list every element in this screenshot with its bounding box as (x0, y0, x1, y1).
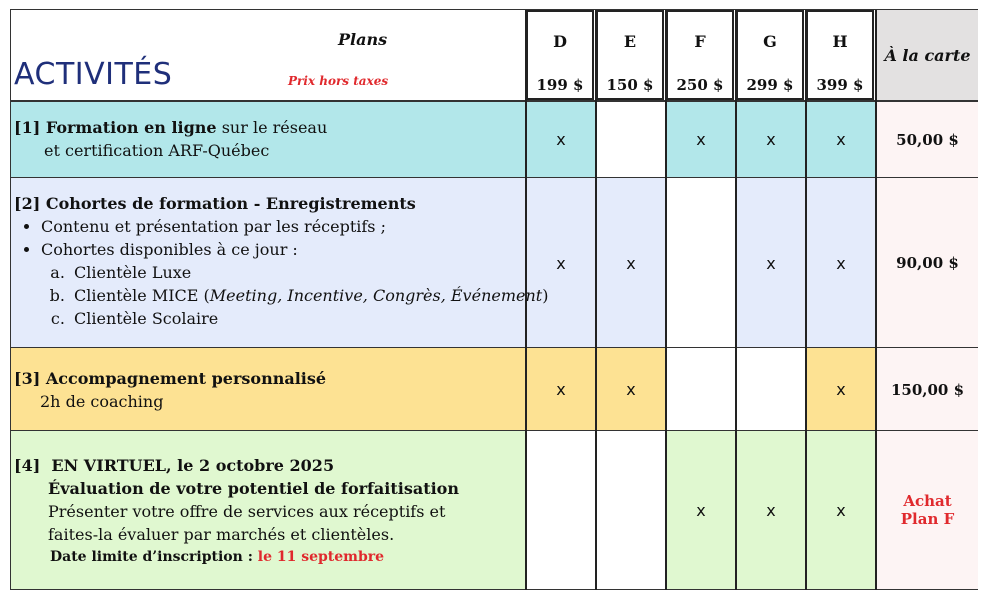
mark-r1-d: x (526, 101, 596, 178)
mark-r3-e: x (596, 348, 666, 431)
column-divider (875, 10, 877, 590)
mark-r3-d: x (526, 348, 596, 431)
activity-2 (14, 192, 548, 330)
plan-letter: F (694, 32, 706, 51)
activity-4 (14, 454, 459, 569)
activity-2-title: [2] Cohortes de formation - Enregistrements (14, 194, 416, 213)
activity-1 (14, 116, 327, 162)
bullet-item: • Cohortes disponibles à ce jour : (41, 238, 548, 261)
mark-r2-e: x (596, 178, 666, 348)
row-divider (10, 430, 978, 431)
plans-label: Plans (338, 30, 388, 49)
row-divider (10, 177, 978, 178)
column-divider (805, 10, 807, 590)
plan-e-header (596, 10, 664, 100)
mark-r3-h: x (806, 348, 876, 431)
deadline-value: le 11 septembre (257, 549, 385, 565)
sub-item: c. Clientèle Scolaire (70, 307, 548, 330)
activity-3 (14, 367, 326, 413)
plan-price: 399 $ (816, 76, 864, 94)
column-divider (735, 10, 737, 590)
price-r2: 90,00 $ (877, 178, 978, 348)
sub-item: a. Clientèle Luxe (70, 261, 548, 284)
column-divider (665, 10, 667, 590)
plan-letter: D (553, 32, 567, 51)
activity-4-deadline (14, 546, 459, 569)
price-r4-line1: Achat (903, 492, 952, 510)
activity-1-title-rest: sur le réseau (216, 118, 328, 137)
row-divider (10, 100, 978, 102)
mark-r1-g: x (736, 101, 806, 178)
mark-r2-h: x (806, 178, 876, 348)
plan-price: 150 $ (606, 76, 654, 94)
activity-3-line2: 2h de coaching (40, 392, 164, 411)
plan-letter: E (623, 32, 637, 51)
price-r4 (877, 431, 978, 589)
mark-r1-h: x (806, 101, 876, 178)
mark-r2-d: x (526, 178, 596, 348)
plan-price: 299 $ (746, 76, 794, 94)
plan-g-header (736, 10, 804, 100)
activity-4-desc1: Présenter votre offre de services aux réceptifs et (48, 502, 446, 521)
column-divider (595, 10, 597, 590)
plan-f-header (666, 10, 734, 100)
price-r3: 150,00 $ (877, 348, 978, 431)
activity-3-title: [3] Accompagnement personnalisé (14, 369, 327, 388)
mark-r4-h: x (806, 431, 876, 589)
mark-r1-e (596, 101, 666, 178)
plan-letter: G (763, 32, 777, 51)
mark-r3-f (666, 348, 736, 431)
plan-price: 250 $ (676, 76, 724, 94)
plan-letter: H (832, 32, 848, 51)
mark-r4-f: x (666, 431, 736, 589)
price-r1: 50,00 $ (877, 101, 978, 178)
price-note: Prix hors taxes (288, 74, 389, 88)
mark-r3-g (736, 348, 806, 431)
activity-4-title: [4] EN VIRTUEL, le 2 octobre 2025 (14, 456, 335, 475)
mark-r4-g: x (736, 431, 806, 589)
activity-2-sublist (14, 261, 548, 330)
mark-r2-g: x (736, 178, 806, 348)
mark-r4-e (596, 431, 666, 589)
activity-1-line2: et certification ARF-Québec (44, 141, 270, 160)
deadline-label: Date limite d’inscription : (50, 549, 258, 565)
activity-4-desc2: faites-la évaluer par marchés et clientèles. (48, 525, 395, 544)
mark-r1-f: x (666, 101, 736, 178)
activities-title: ACTIVITÉS (14, 57, 173, 92)
plan-price: 199 $ (536, 76, 584, 94)
a-la-carte-header: À la carte (877, 10, 978, 100)
row-divider (10, 347, 978, 348)
activity-2-bullets (14, 215, 548, 261)
mark-r2-f (666, 178, 736, 348)
sub-item: b. Clientèle MICE (Meeting, Incentive, Congrès, Événement) (70, 284, 548, 307)
mark-r4-d (526, 431, 596, 589)
plan-d-header (526, 10, 594, 100)
activity-1-title: [1] Formation en ligne (14, 118, 217, 137)
plan-h-header (806, 10, 874, 100)
activity-4-subtitle: Évaluation de votre potentiel de forfaitisation (48, 479, 459, 498)
price-r4-line2: Plan F (900, 510, 955, 528)
bullet-item: • Contenu et présentation par les réceptifs ; (41, 215, 548, 238)
